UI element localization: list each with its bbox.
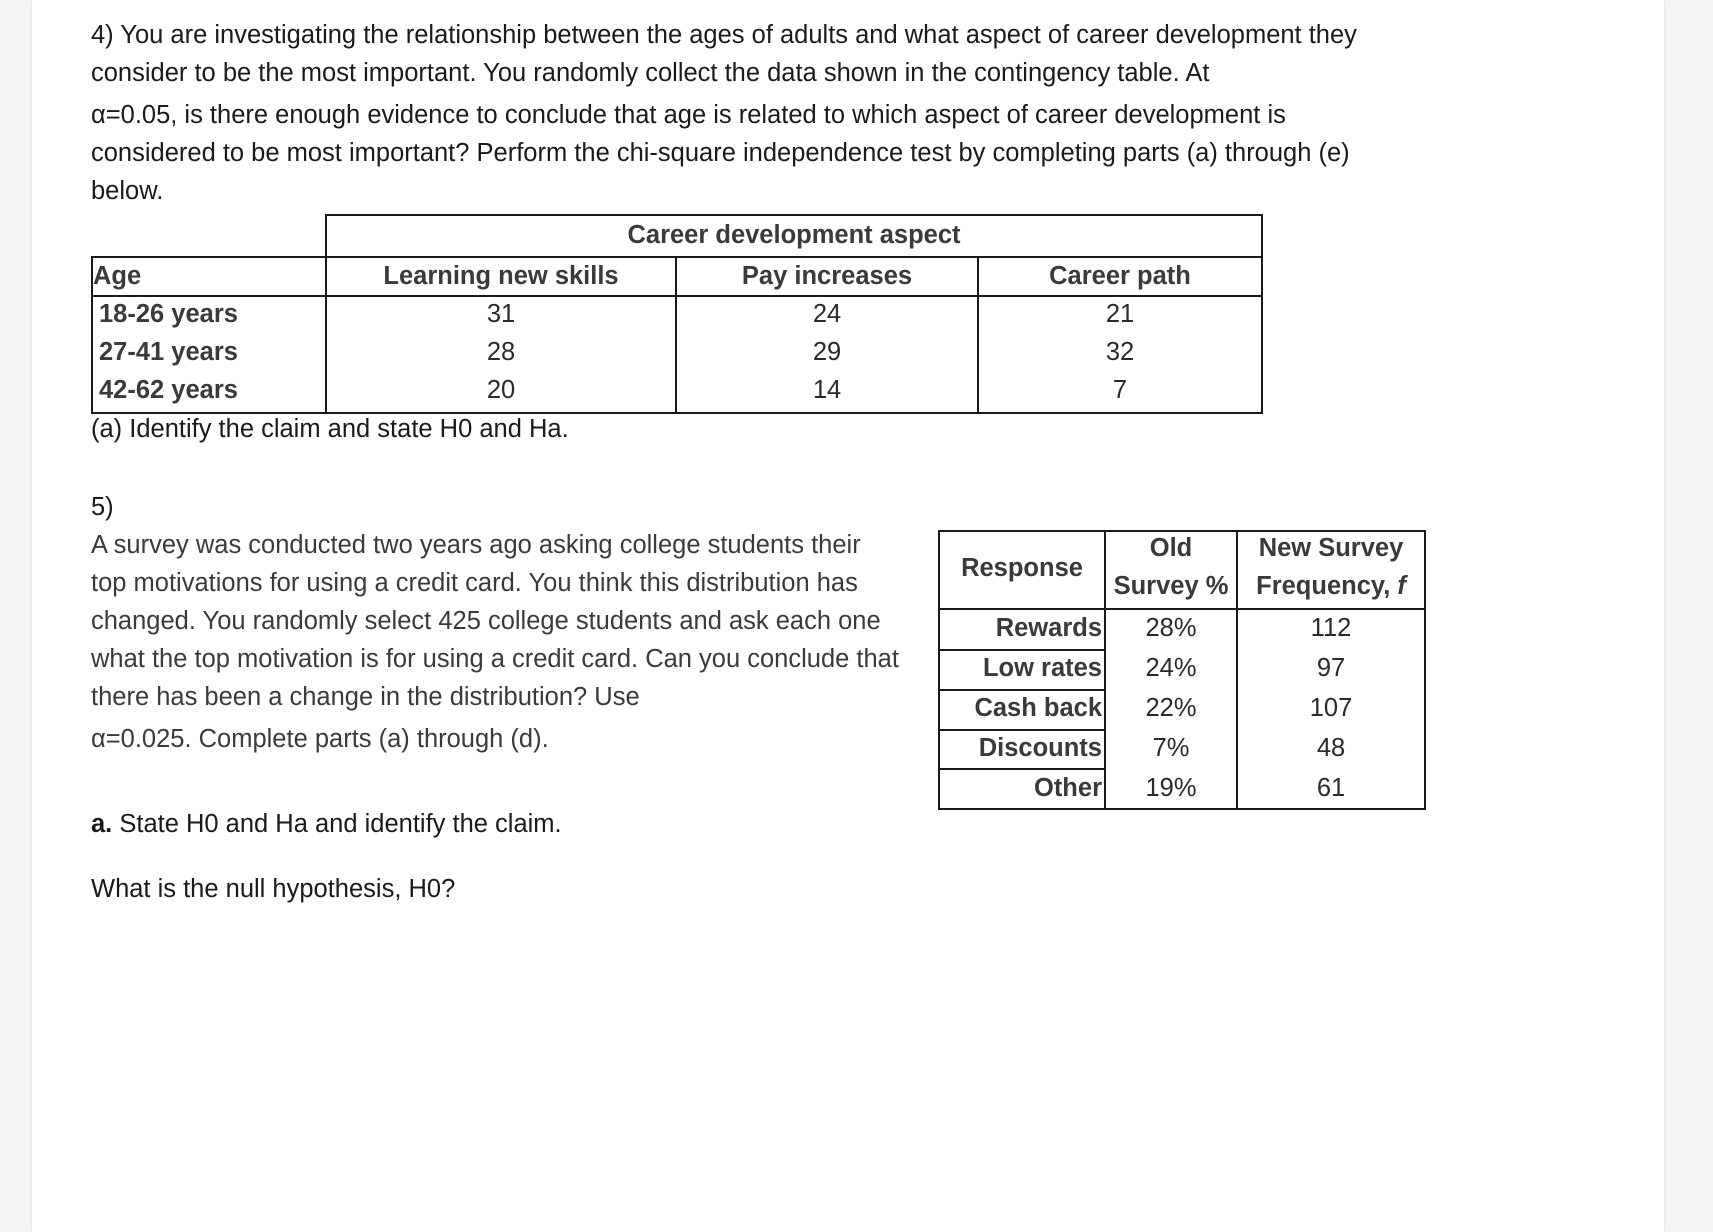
old-rewards: 28% [1145,614,1197,642]
col-header-new-1: New Survey [1258,534,1404,562]
q4-line-1: 4) You are investigating the relationship between the ages of adults and what aspect of career development they [91,21,1357,49]
col-header-new-2: Frequency, f [1256,572,1406,600]
response-rewards: Rewards [995,614,1102,642]
document-page [32,0,1664,1232]
response-other: Other [1033,774,1102,802]
q4-line-2: consider to be the most important. You randomly collect the data shown in the contingency table. At [91,59,1210,87]
q5-line-3: changed. You randomly select 425 college students and ask each one [91,607,881,635]
cell-r3-c2: 14 [812,376,842,404]
col-header-learning: Learning new skills [383,262,619,290]
cell-r1-c3: 21 [1105,300,1135,328]
q4-part-a: (a) Identify the claim and state H0 and Ha. [91,415,569,443]
cell-r1-c1: 31 [486,300,516,328]
old-low-rates: 24% [1145,654,1197,682]
old-discounts: 7% [1152,734,1190,762]
survey-table [938,530,1426,810]
q5-part-a: a. State H0 and Ha and identify the claim. [91,810,562,838]
q4-line-3: α=0.05, is there enough evidence to conclude that age is related to which aspect of career development is [91,101,1286,129]
q5-line-6: α=0.025. Complete parts (a) through (d). [91,725,549,753]
q5-line-2: top motivations for using a credit card. You think this distribution has [91,569,858,597]
response-discounts: Discounts [978,734,1102,762]
new-rewards: 112 [1310,614,1352,642]
row-label-27-41: 27-41 years [99,338,238,366]
col-header-old-1: Old [1149,534,1193,562]
q5-number: 5) [91,493,114,521]
cell-r2-c3: 32 [1105,338,1135,366]
new-other: 61 [1316,774,1346,802]
q5-line-1: A survey was conducted two years ago asking college students their [91,531,861,559]
col-header-response: Response [961,554,1083,582]
q5-line-5: there has been a change in the distribution? Use [91,683,640,711]
cell-r3-c1: 20 [486,376,516,404]
response-low-rates: Low rates [982,654,1102,682]
q5-line-4: what the top motivation is for using a credit card. Can you conclude that [91,645,899,673]
cell-r1-c2: 24 [812,300,842,328]
col-header-old-2: Survey % [1113,572,1229,600]
old-cash-back: 22% [1145,694,1197,722]
q4-line-4: considered to be most important? Perform the chi-square independence test by completing parts (a) through (e) [91,139,1350,167]
row-label-18-26: 18-26 years [99,300,238,328]
new-cash-back: 107 [1309,694,1353,722]
cell-r3-c3: 7 [1112,376,1128,404]
col-header-career-path: Career path [1049,262,1191,290]
old-other: 19% [1145,774,1197,802]
row-label-42-62: 42-62 years [99,376,238,404]
cell-r2-c2: 29 [812,338,842,366]
q5-null-question: What is the null hypothesis, H0? [91,875,456,903]
group-header: Career development aspect [627,221,961,249]
new-discounts: 48 [1316,734,1346,762]
response-cash-back: Cash back [974,694,1102,722]
new-low-rates: 97 [1316,654,1346,682]
cell-r2-c1: 28 [486,338,516,366]
row-header-age: Age [93,262,142,290]
col-header-pay: Pay increases [741,262,913,290]
contingency-table [91,214,1261,414]
q4-line-5: below. [91,177,164,205]
